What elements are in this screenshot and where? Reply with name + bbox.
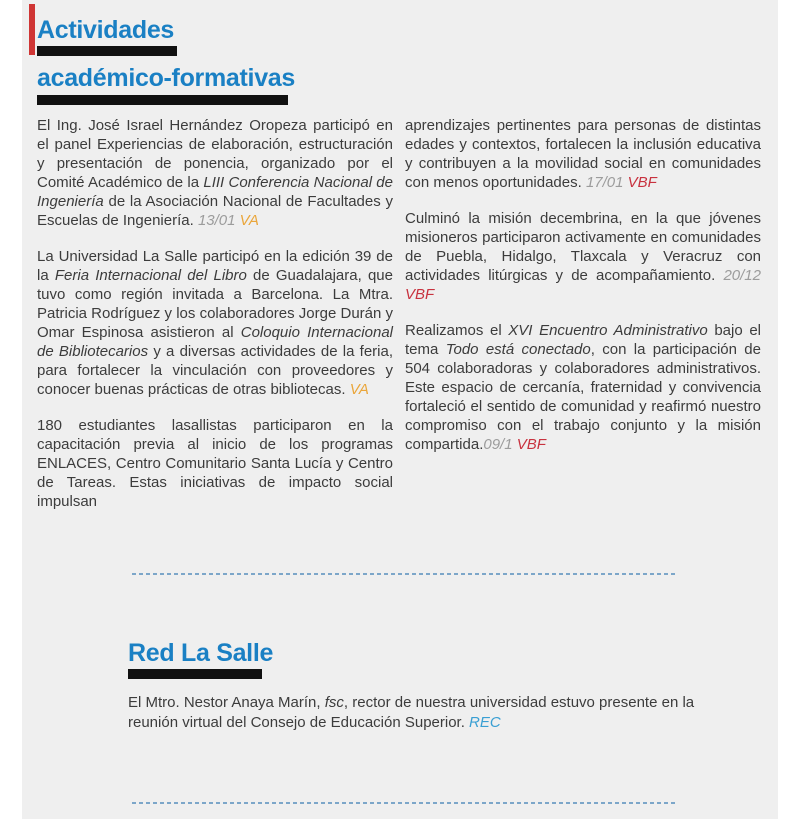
title-underline-bar <box>37 46 177 56</box>
paragraph: Culminó la misión decembrina, en la que jóvenes misioneros participaron activamente en comunidades de Puebla, Hidalgo, Tlaxcala y Veracruz con actividades litúrgicas y de acompañamiento. 20/12 VBF <box>405 210 761 303</box>
dashed-divider <box>132 573 677 575</box>
red-la-salle-section <box>128 641 761 732</box>
title-underline-bar <box>128 669 262 679</box>
page-content <box>37 18 761 804</box>
red-accent-bar <box>29 4 35 55</box>
dashed-divider <box>132 802 677 804</box>
column-right <box>405 116 761 528</box>
column-left <box>37 116 393 528</box>
section-title-red-la-salle: Red La Salle <box>128 639 274 667</box>
paragraph: El Ing. José Israel Hernández Oropeza participó en el panel Experiencias de elaboración, estructuración y presentación de ponencia, organizado por el Comité Académico de la LIII Conferencia Nacional de Ingeniería de la Asociación Nacional de Facultades y Escuelas de Ingeniería. 13/01 VA <box>37 117 393 229</box>
paragraph: 180 estudiantes lasallistas participaron en la capacitación previa al inicio de los programas ENLACES, Centro Comunitario Santa Lucía y Centro de Tareas. Estas iniciativas de impacto social impulsan <box>37 417 393 510</box>
two-column-body <box>37 116 761 528</box>
section-title-activities-line1: Actividades <box>37 16 175 44</box>
paragraph: aprendizajes pertinentes para personas de distintas edades y contextos, fortalecen la inclusión educativa y contribuyen a la movilidad social en comunidades con menos oportunidades. 17/01 VBF <box>405 117 761 191</box>
activities-section-header <box>37 18 761 105</box>
paragraph: El Mtro. Nestor Anaya Marín, fsc, rector de nuestra universidad estuvo presente en la reunión virtual del Consejo de Educación Superior. REC <box>128 694 695 731</box>
title-underline-bar <box>37 95 288 105</box>
paragraph: Realizamos el XVI Encuentro Administrativo bajo el tema Todo está conectado, con la participación de 504 colaboradoras y colaboradores administrativos. Este espacio de cercanía, fraternidad y convivencia fortaleció el sentido de comunidad y reafirmó nuestro compromiso con el trabajo conjunto y la misión compartida.09/1 VBF <box>405 322 761 453</box>
paragraph: La Universidad La Salle participó en la edición 39 de la Feria Internacional del Libro de Guadalajara, que tuvo como región invitada a Barcelona. La Mtra. Patricia Rodríguez y los colaboradores Jorge Durán y Omar Espinosa asistieron al Coloquio Internacional de Bibliotecarios y a diversas actividades de la feria, para fortalecer la vinculación con proveedores y conocer buenas prácticas de otras bibliotecas. VA <box>37 248 394 398</box>
section-title-activities-line2: académico-formativas <box>37 64 296 92</box>
page-panel <box>22 0 778 819</box>
